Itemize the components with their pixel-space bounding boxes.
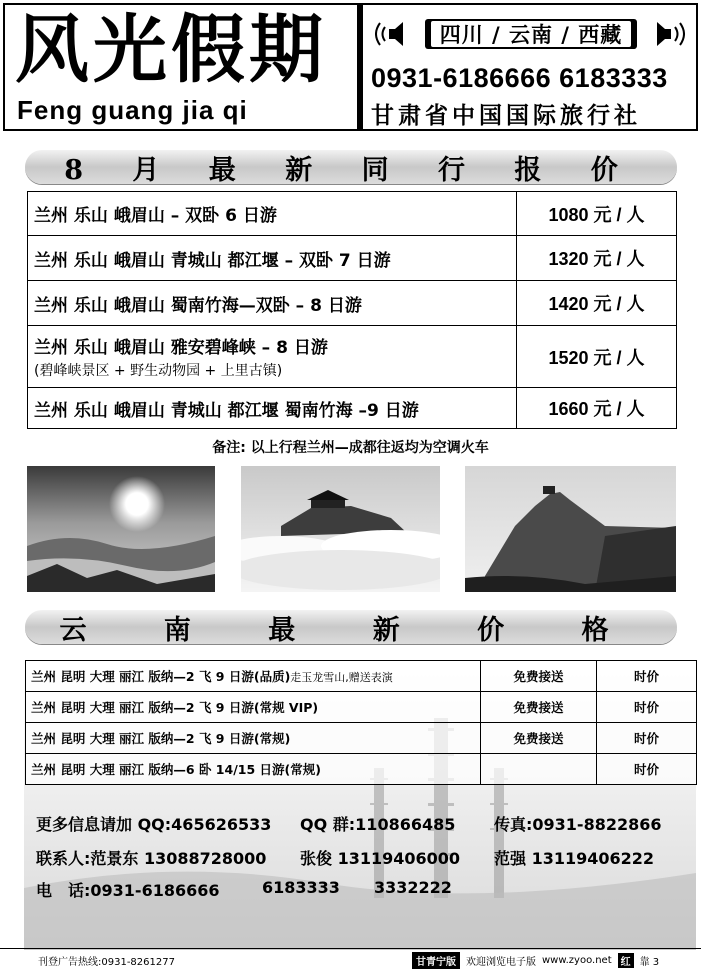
table-row <box>28 326 677 388</box>
route-price: 时价 <box>597 754 697 785</box>
speaker-left-icon <box>375 17 415 51</box>
route-name: 兰州 乐山 峨眉山 – 双卧 6 日游 <box>28 192 517 236</box>
footer-right <box>412 952 659 969</box>
route-price: 时价 <box>597 692 697 723</box>
contact-person-3: 范强 13119406222 <box>494 849 655 868</box>
route-price: 1420 元 / 人 <box>517 281 677 326</box>
route-service: 免费接送 <box>481 661 597 692</box>
destinations-box <box>425 19 637 49</box>
qq-contact: 更多信息请加 QQ:465626533 <box>36 815 272 834</box>
route-price: 1080 元 / 人 <box>517 192 677 236</box>
table-row <box>26 754 697 785</box>
route-price: 时价 <box>597 661 697 692</box>
qq-group: QQ 群:110866485 <box>300 815 456 834</box>
route-name: 兰州 昆明 大理 丽江 版纳—2 飞 9 日游(品质) <box>31 669 291 684</box>
route-name: 兰州 昆明 大理 丽江 版纳—2 飞 9 日游(常规 VIP) <box>26 692 481 723</box>
route-service <box>481 754 597 785</box>
route-service: 免费接送 <box>481 692 597 723</box>
phone-3: 3332222 <box>374 878 452 897</box>
header-info <box>363 5 696 129</box>
route-price: 1320 元 / 人 <box>517 236 677 281</box>
route-cell <box>26 661 481 692</box>
page-number: 靠 3 <box>639 957 660 968</box>
section2-banner <box>25 610 677 644</box>
phone-2: 6183333 <box>262 878 340 897</box>
sichuan-price-table <box>27 191 677 429</box>
contact-person-2: 张俊 13119406000 <box>300 849 461 868</box>
table-row <box>28 192 677 236</box>
route-price: 时价 <box>597 723 697 754</box>
section1-title: 8 月 最 新 同 行 报 价 <box>64 154 638 186</box>
footer-welcome: 欢迎浏览电子版 <box>466 957 536 968</box>
table-row <box>28 281 677 326</box>
sunrise-mountain-photo <box>27 466 215 592</box>
brand-title: 风光假期 <box>15 7 327 93</box>
table-row <box>28 236 677 281</box>
route-name: 兰州 昆明 大理 丽江 版纳—6 卧 14/15 日游(常规) <box>26 754 481 785</box>
fax-number: 传真:0931-8822866 <box>494 815 662 834</box>
phone-main: 电 话:0931-6186666 <box>36 881 220 900</box>
header-phones: 0931-6186666 6183333 <box>371 63 668 93</box>
misty-cliff-photo <box>465 466 676 592</box>
table-row <box>26 692 697 723</box>
table-row <box>28 388 677 429</box>
route-name: 兰州 乐山 峨眉山 青城山 都江堰 蜀南竹海 –9 日游 <box>28 388 517 429</box>
route-name: 兰州 乐山 峨眉山 青城山 都江堰 – 双卧 7 日游 <box>28 236 517 281</box>
destinations-text: 四川 / 云南 / 西藏 <box>431 21 631 47</box>
footer-site[interactable]: www.zyoo.net <box>542 955 612 966</box>
temple-peak-photo <box>241 466 440 592</box>
route-name: 兰州 乐山 峨眉山 雅安碧峰峡 – 8 日游 <box>34 338 328 358</box>
route-name: 兰州 乐山 峨眉山 蜀南竹海—双卧 – 8 日游 <box>28 281 517 326</box>
route-cell <box>28 326 517 388</box>
brand-block <box>5 5 357 129</box>
route-price: 1660 元 / 人 <box>517 388 677 429</box>
section2-title: 云 南 最 新 价 格 <box>59 614 643 646</box>
brand-pinyin: Feng guang jia qi <box>17 95 248 125</box>
agency-name: 甘肃省中国国际旅行社 <box>371 103 641 129</box>
route-price: 1520 元 / 人 <box>517 326 677 388</box>
destination-bar <box>369 13 691 55</box>
page-label-badge: 红 <box>618 953 634 968</box>
ad-hotline: 刊登广告热线:0931-8261277 <box>38 957 175 968</box>
table-row <box>26 723 697 754</box>
table-row <box>26 661 697 692</box>
section1-banner <box>25 150 677 184</box>
route-service: 免费接送 <box>481 723 597 754</box>
contact-person-1: 联系人:范景东 13088728000 <box>36 849 267 868</box>
footer <box>0 948 701 970</box>
route-tag: 走玉龙雪山,赠送表演 <box>290 671 393 684</box>
route-note: 备注: 以上行程兰州—成都往返均为空调火车 <box>212 440 489 456</box>
header <box>3 3 698 131</box>
route-subtitle: (碧峰峡景区 + 野生动物园 + 上里古镇) <box>34 363 283 379</box>
speaker-right-icon <box>645 17 685 51</box>
paper-edition-badge: 甘青宁版 <box>412 952 460 969</box>
yunnan-price-table <box>25 660 697 785</box>
route-name: 兰州 昆明 大理 丽江 版纳—2 飞 9 日游(常规) <box>26 723 481 754</box>
